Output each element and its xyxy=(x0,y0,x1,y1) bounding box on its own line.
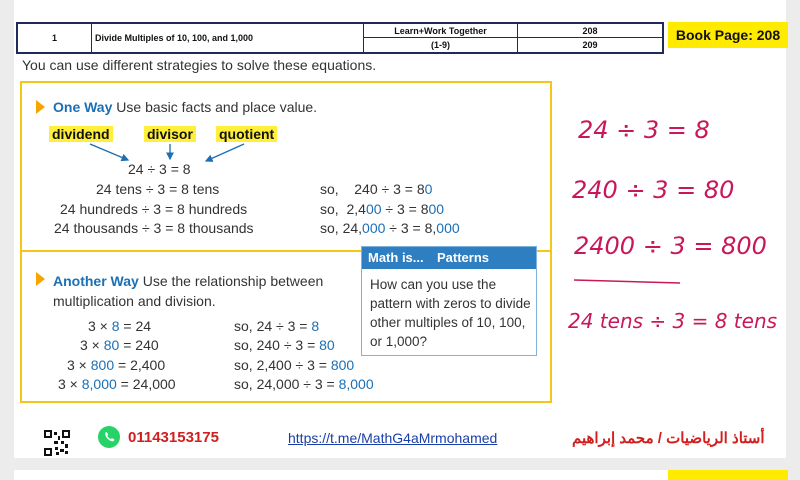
qr-code-icon[interactable] xyxy=(44,430,70,456)
handwritten-equation: 2400 ÷ 3 = 800 xyxy=(574,232,767,260)
page-number-a: 208 xyxy=(518,24,662,38)
basic-fact: 24 ÷ 3 = 8 xyxy=(128,161,191,177)
div-row: so, 24 ÷ 3 = 8 xyxy=(234,318,320,334)
exercise-range: (1-9) xyxy=(364,38,518,52)
lesson-number: 1 xyxy=(18,24,92,52)
place-value-row: 24 thousands ÷ 3 = 8 thousands xyxy=(54,220,254,236)
teacher-name: أستاذ الرياضيات / محمد إبراهيم xyxy=(572,430,765,447)
handwriting-area xyxy=(560,100,790,350)
phone-number: 01143153175 xyxy=(128,429,219,446)
so-equation-row: so, 240 ÷ 3 = 80 xyxy=(320,181,433,197)
divisor-label: divisor xyxy=(144,126,196,142)
handwritten-equation: 24 tens ÷ 3 = 8 tens xyxy=(568,309,778,333)
callout-question: How can you use the pattern with zeros to divide other multiples of 10, 100, or 1,000? xyxy=(370,277,531,349)
place-value-row: 24 hundreds ÷ 3 = 8 hundreds xyxy=(60,201,248,217)
another-way-desc: Use the relationship between xyxy=(142,273,324,289)
one-way-title: One Way xyxy=(53,99,113,115)
div-row: so, 240 ÷ 3 = 80 xyxy=(234,337,335,353)
another-way-desc-2: multiplication and division. xyxy=(53,293,216,309)
place-value-row: 24 tens ÷ 3 = 8 tens xyxy=(96,181,220,197)
so-equation-row: so, 24,000 ÷ 3 = 8,000 xyxy=(320,220,460,236)
one-way-desc: Use basic facts and place value. xyxy=(116,99,318,115)
another-way-heading xyxy=(53,273,323,289)
dividend-label: dividend xyxy=(49,126,113,142)
footer xyxy=(14,410,786,458)
activity-label: Learn+Work Together xyxy=(364,24,518,38)
telegram-link[interactable]: https://t.me/MathG4aMrmohamed xyxy=(288,430,498,446)
intro-text: You can use different strategies to solve these equations. xyxy=(22,57,377,73)
div-row: so, 2,400 ÷ 3 = 800 xyxy=(234,357,355,373)
quotient-label: quotient xyxy=(216,126,277,142)
handwritten-underline xyxy=(574,280,680,283)
math-is-patterns-callout xyxy=(361,246,537,356)
mult-row: 3 × 8,000 = 24,000 xyxy=(58,376,176,392)
callout-label: Math is... xyxy=(368,250,424,265)
handwritten-equation: 240 ÷ 3 = 80 xyxy=(572,176,735,204)
another-way-title: Another Way xyxy=(53,273,139,289)
page-number-b: 209 xyxy=(582,40,598,50)
mult-row: 3 × 800 = 2,400 xyxy=(67,357,166,373)
mult-row: 3 × 80 = 240 xyxy=(80,337,159,353)
callout-header xyxy=(362,247,536,269)
handwritten-equation: 24 ÷ 3 = 8 xyxy=(578,116,710,144)
div-row: so, 24,000 ÷ 3 = 8,000 xyxy=(234,376,374,392)
so-equation-row: so, 2,400 ÷ 3 = 800 xyxy=(320,201,445,217)
book-page-badge: Book Page: 208 xyxy=(668,22,788,48)
mult-row: 3 × 8 = 24 xyxy=(88,318,152,334)
whatsapp-icon[interactable] xyxy=(98,426,120,448)
dividend-arrow xyxy=(90,144,128,160)
lesson-title: Divide Multiples of 10, 100, and 1,000 xyxy=(92,24,364,52)
play-triangle-icon xyxy=(36,272,45,286)
quotient-arrow xyxy=(206,144,244,161)
callout-topic: Patterns xyxy=(437,250,490,265)
next-page-badge-edge xyxy=(668,470,788,480)
